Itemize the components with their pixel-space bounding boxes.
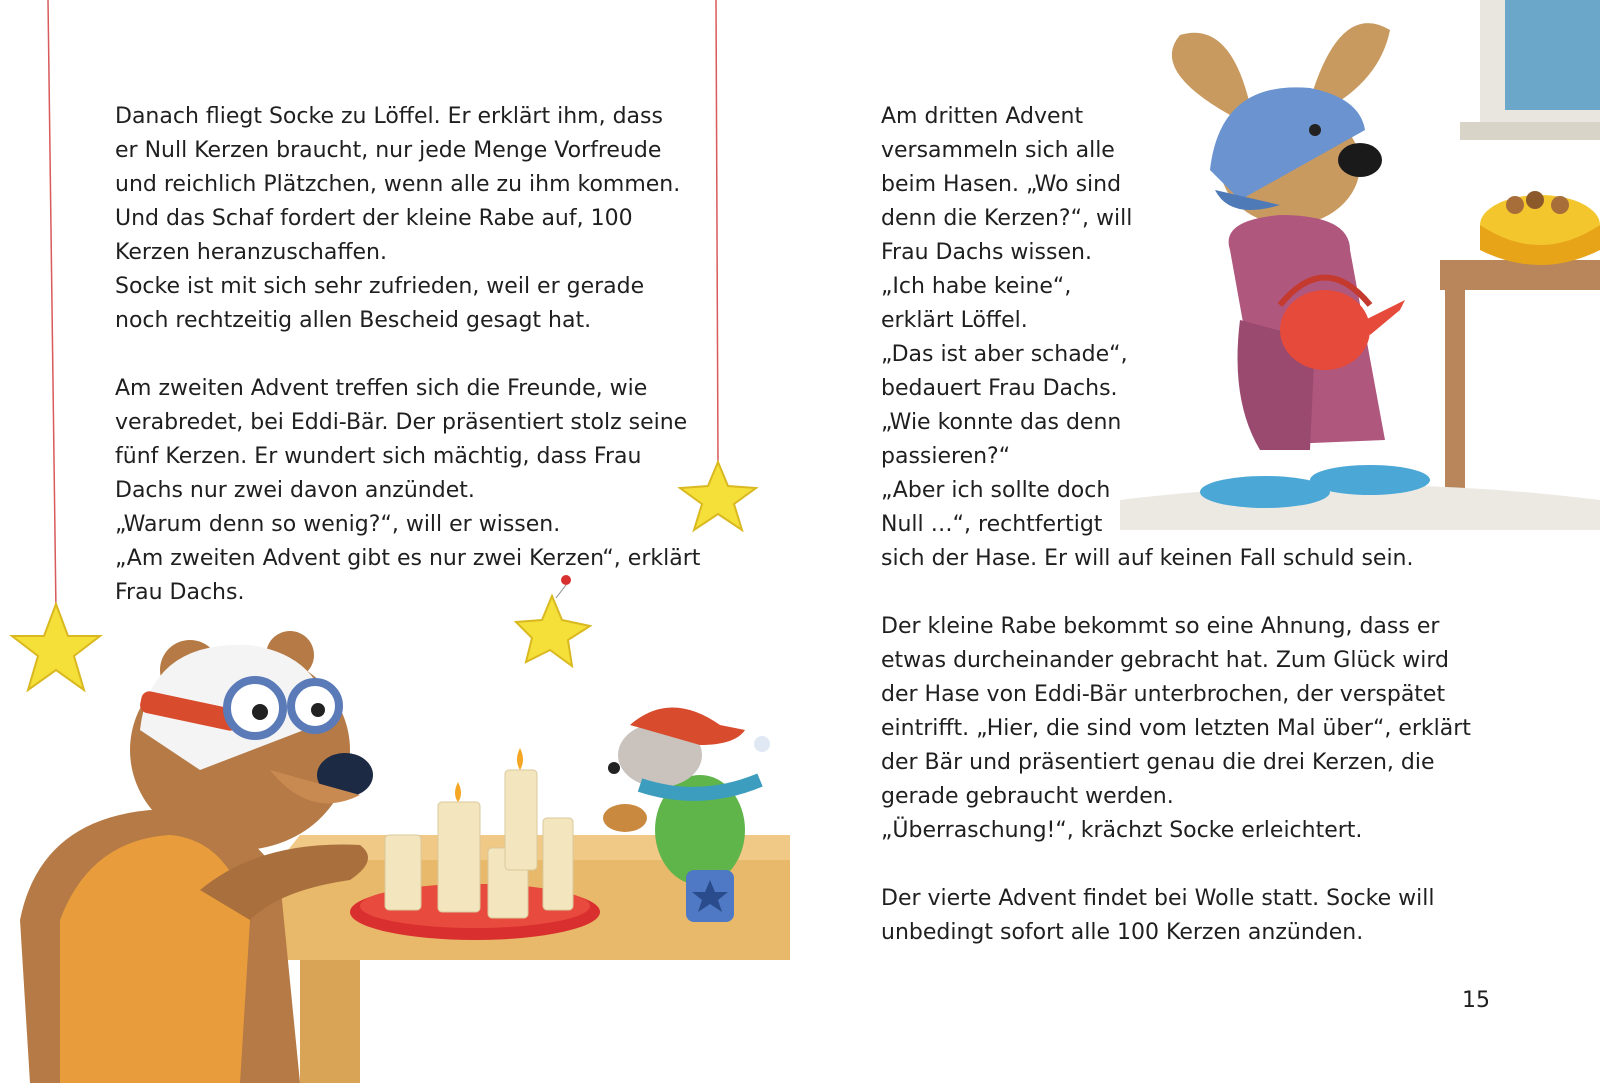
right-text xyxy=(881,100,1541,950)
left-text xyxy=(115,100,735,610)
paragraph: Danach fliegt Socke zu Löffel. Er erklärt ihm, dass er Null Kerzen braucht, nur jede Menge Vorfreude und reichlich Plätzchen, wenn alle zu ihm kommen. Und das Schaf fordert der kleine Rabe auf, 100 Kerzen heranzuschaffen. Socke ist mit sich sehr zufrieden, weil er gerade noch rechtzeitig allen Bescheid gesagt hat. xyxy=(115,104,681,333)
bear-and-mouse-illustration xyxy=(0,620,790,1083)
right-page xyxy=(800,0,1600,1083)
paragraph: Am zweiten Advent treffen sich die Freunde, wie verabredet, bei Eddi-Bär. Der präsentiert stolz seine fünf Kerzen. Er wundert sich mächtig, dass Frau Dachs nur zwei davon anzündet. „Warum denn so wenig?“, will er wissen. „Am zweiten Advent gibt es nur zwei Kerzen“, erklärt Frau Dachs. xyxy=(115,376,701,605)
page-number: 15 xyxy=(1462,988,1490,1013)
paragraph: Am dritten Advent versammeln sich alle beim Hasen. „Wo sind denn die Kerzen?“, will Frau Dachs wissen. „Ich habe keine“, erklärt Löffel. „Das ist aber schade“, bedauert Frau Dachs. „Wie konnte das denn passieren?“ „Aber ich sollte doch Null …“, rechtfertigt sich der Hase. Er will auf keinen Fall schuld sein. xyxy=(881,104,1414,571)
paragraph: Der vierte Advent findet bei Wolle statt. Socke will unbedingt sofort alle 100 Kerzen anzünden. xyxy=(881,886,1435,945)
paragraph: Der kleine Rabe bekommt so eine Ahnung, dass er etwas durcheinander gebracht hat. Zum Glück wird der Hase von Eddi-Bär unterbrochen, der verspätet eintrifft. „Hier, die sind vom letzten Mal über“, erklärt der Bär und präsentiert genau die drei Kerzen, die gerade gebraucht werden. „Überraschung!“, krächzt Socke erleichtert. xyxy=(881,614,1471,843)
